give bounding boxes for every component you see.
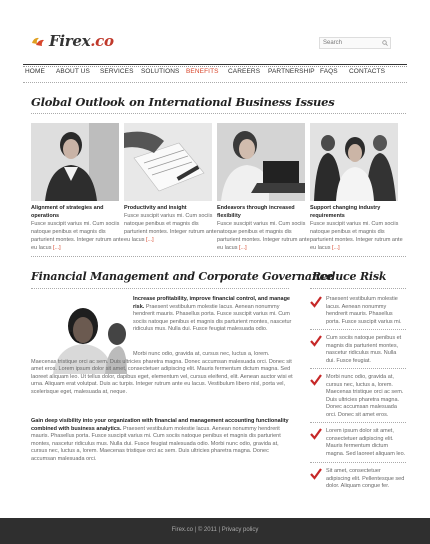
read-more-link[interactable]: [...] — [239, 245, 247, 251]
nav-divider-bottom — [23, 82, 407, 83]
feature-title: Alignment of strategies and operations — [31, 205, 104, 219]
section-divider — [31, 113, 406, 114]
financial-paragraph-3-body: Praesent vestibulum molestie lacus. Aenean nonummy hendrerit mauris. Phasellus porta. Fusce suscipit varius mi. Cum sociis natoque penibus et magnis dis parturient montes, nascetur ridiculus mus. Nulla dui. Fusce feugiat malesuada odio. Morbi nunc odio, gravida at, cursus nec, luctus a, lorem. Maecenas tristique orci ac sem. Duis ultricies pharetra magna. Donec accumsan malesuada orci. — [31, 425, 281, 462]
financial-lead-body: Praesent vestibulum molestie lacus. Aenean nonummy hendrerit mauris. Phasellus porta. Fusce suscipit varius mi. Cum sociis natoque penibus et magnis dis parturient montes, nascetur ridiculus mus. Nulla dui. Fusce feugiat malesuada odio. — [133, 303, 292, 333]
feature-caption-3 — [217, 204, 312, 252]
feature-caption-1 — [31, 204, 126, 252]
search-placeholder: Search — [323, 40, 343, 46]
nav-item-home[interactable]: HOME — [25, 68, 45, 75]
nav-item-faqs[interactable]: FAQS — [320, 68, 338, 75]
financial-lead — [133, 296, 293, 334]
risk-item: Sit amet, consectetuer adipiscing elit. Pellentesque sed dolor. Aliquam congue fer. — [326, 468, 405, 490]
risk-divider — [310, 329, 406, 330]
read-more-link[interactable]: [...] — [332, 245, 340, 251]
check-icon — [310, 468, 322, 480]
check-icon — [310, 428, 322, 440]
risk-item: Praesent vestibulum molestie lacus. Aenean nonummy hendrerit mauris. Phasellus porta. Fusce suscipit varius mi. — [326, 296, 402, 325]
photo-documents[interactable] — [124, 123, 212, 201]
feature-body: Fusce suscipit varius mi. Cum sociis natoque penibus et magnis dis parturient montes. Integer rutrum ante eu lacus — [124, 213, 217, 243]
nav-item-services[interactable]: SERVICES — [100, 68, 134, 75]
footer-text[interactable]: Firex.co | © 2011 | Privacy policy — [171, 527, 259, 533]
risk-divider — [310, 462, 406, 463]
feature-caption-2 — [124, 204, 219, 244]
section-divider — [31, 288, 289, 289]
feature-title: Productivity and insight — [124, 205, 187, 211]
section-divider — [31, 256, 406, 257]
feature-title: Endeavors through increased flexibility — [217, 205, 295, 219]
nav-item-partnership[interactable]: PARTNERSHIP — [268, 68, 315, 75]
risk-divider — [310, 422, 406, 423]
risk-item: Morbi nunc odio, gravida at, cursus nec, luctus a, lorem. Maecenas tristique orci ac sem. Duis ultricies pharetra magna. Donec accumsan malesuada orci. Donec sit amet eros. — [326, 374, 404, 418]
nav-item-solutions[interactable]: SOLUTIONS — [141, 68, 180, 75]
photo-team[interactable] — [310, 123, 398, 201]
nav-item-contacts[interactable]: CONTACTS — [349, 68, 386, 75]
section-title-global: Global Outlook on International Business Issues — [31, 95, 335, 109]
main-nav — [23, 68, 407, 80]
feature-body: Fusce suscipit varius mi. Cum sociis natoque penibus et magnis dis parturient montes. Integer rutrum ante eu lacus — [31, 221, 124, 251]
nav-divider-top — [23, 64, 407, 65]
photo-woman-laptop[interactable] — [217, 123, 305, 201]
nav-item-careers[interactable]: CAREERS — [228, 68, 261, 75]
search-input[interactable] — [319, 37, 391, 49]
risk-divider — [310, 368, 406, 369]
logo-icon — [31, 36, 45, 47]
logo-text: Firex.co — [49, 32, 114, 50]
financial-paragraph-3-title: Gain deep visibility into your organization with financial and management accounting functionality combined with business analytics. — [31, 418, 289, 432]
risk-item: Lorem ipsum dolor sit amet, consectetuer adipiscing elit. Mauris fermentum dictum magna. Sed laoreet aliquam leo. — [326, 428, 406, 457]
financial-paragraph-3 — [31, 418, 293, 464]
feature-body: Fusce suscipit varius mi. Cum sociis natoque penibus et magnis dis parturient montes. Integer rutrum ante eu lacus — [310, 221, 403, 251]
section-title-risk: Reduce Risk — [312, 270, 387, 283]
check-icon — [310, 335, 322, 347]
feature-title: Support changing industry requirements — [310, 205, 381, 219]
financial-lead-title: Increase profitability, improve financial control, and manage risk. — [133, 296, 290, 310]
financial-paragraph-2: Morbi nunc odio, gravida at, cursus nec, luctus a, lorem. Maecenas tristique orci ac sem. Duis ultricies pharetra magna. Donec accumsan malesuada orci. Donec sit amet eros. Lorem ipsum dolor sit amet, consectetuer adipiscing elit. Mauris fermentum dictum magna. Sed laoreet aliquam leo. Ut tellus dolor, dapibus eget, elementum vel, cursus eleifend, elit. Aenean auctor wisi et urna. Aliquam erat volutpat. Duis ac turpis. Integer rutrum ante eu lacus. Vestibulum libero nisl, porta vel, scelerisque eget, malesuada at, neque. — [31, 351, 293, 395]
photo-businesswoman[interactable] — [31, 123, 119, 201]
feature-body: Fusce suscipit varius mi. Cum sociis natoque penibus et magnis dis parturient montes. Integer rutrum ante eu lacus — [217, 221, 310, 251]
nav-item-benefits[interactable]: BENEFITS — [186, 68, 219, 75]
read-more-link[interactable]: [...] — [53, 245, 61, 251]
feature-caption-4 — [310, 204, 405, 252]
nav-item-about-us[interactable]: ABOUT US — [56, 68, 90, 75]
nav-divider-top-dotted — [23, 66, 407, 67]
read-more-link[interactable]: [...] — [146, 237, 154, 243]
check-icon — [310, 296, 322, 308]
risk-item: Cum sociis natoque penibus et magnis dis parturient montes, nascetur ridiculus mus. Nulla dui. Fusce feugiat. — [326, 335, 402, 364]
section-divider — [310, 288, 406, 289]
section-title-financial: Financial Management and Corporate Governance — [31, 270, 333, 283]
footer — [0, 518, 430, 544]
check-icon — [310, 374, 322, 386]
search-icon[interactable] — [382, 40, 388, 46]
